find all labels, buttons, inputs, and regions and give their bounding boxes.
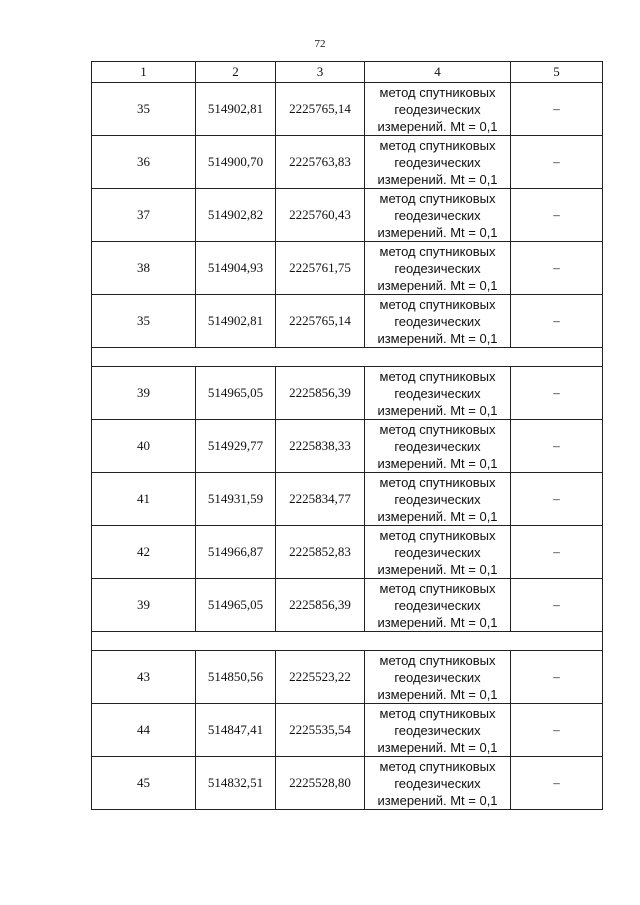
method-line: метод спутниковых [379, 705, 496, 721]
method-cell [365, 579, 511, 632]
y-coordinate-cell: 2225761,75 [276, 242, 365, 295]
x-coordinate-cell: 514965,05 [196, 579, 276, 632]
page-number: 72 [314, 38, 326, 50]
y-coordinate-cell: 2225838,33 [276, 420, 365, 473]
note-cell: – [511, 651, 603, 704]
point-number-cell: 45 [92, 757, 196, 810]
method-line: измерений. Mt = 0,1 [377, 330, 498, 346]
method-cell [365, 704, 511, 757]
note-cell: – [511, 136, 603, 189]
method-cell [365, 420, 511, 473]
point-number-cell: 42 [92, 526, 196, 579]
x-coordinate-cell: 514902,81 [196, 295, 276, 348]
point-number-cell: 39 [92, 367, 196, 420]
method-line: измерений. Mt = 0,1 [377, 792, 498, 808]
y-coordinate-cell: 2225765,14 [276, 83, 365, 136]
note-cell: – [511, 83, 603, 136]
method-line: метод спутниковых [379, 368, 496, 384]
method-cell [365, 526, 511, 579]
table-header-row [92, 62, 603, 83]
method-cell [365, 136, 511, 189]
column-header: 2 [196, 62, 276, 83]
method-line: измерений. Mt = 0,1 [377, 561, 498, 577]
x-coordinate-cell: 514966,87 [196, 526, 276, 579]
x-coordinate-cell: 514850,56 [196, 651, 276, 704]
table-row [92, 367, 603, 420]
x-coordinate-cell: 514929,77 [196, 420, 276, 473]
table-row [92, 473, 603, 526]
separator-cell [92, 632, 603, 651]
point-number-cell: 40 [92, 420, 196, 473]
method-line: метод спутниковых [379, 190, 496, 206]
y-coordinate-cell: 2225760,43 [276, 189, 365, 242]
y-coordinate-cell: 2225765,14 [276, 295, 365, 348]
x-coordinate-cell: 514965,05 [196, 367, 276, 420]
note-cell: – [511, 242, 603, 295]
note-cell: – [511, 526, 603, 579]
method-cell [365, 189, 511, 242]
note-cell: – [511, 704, 603, 757]
table-row [92, 757, 603, 810]
x-coordinate-cell: 514904,93 [196, 242, 276, 295]
column-header: 3 [276, 62, 365, 83]
method-line: измерений. Mt = 0,1 [377, 402, 498, 418]
point-number-cell: 37 [92, 189, 196, 242]
y-coordinate-cell: 2225763,83 [276, 136, 365, 189]
method-line: геодезических [394, 722, 481, 738]
point-number-cell: 41 [92, 473, 196, 526]
table-body [92, 83, 603, 810]
table-row [92, 295, 603, 348]
method-line: измерений. Mt = 0,1 [377, 277, 498, 293]
method-line: геодезических [394, 491, 481, 507]
column-header: 4 [365, 62, 511, 83]
method-line: измерений. Mt = 0,1 [377, 614, 498, 630]
x-coordinate-cell: 514931,59 [196, 473, 276, 526]
method-cell [365, 367, 511, 420]
method-line: измерений. Mt = 0,1 [377, 739, 498, 755]
method-line: геодезических [394, 385, 481, 401]
table-row [92, 242, 603, 295]
coordinates-table [91, 61, 603, 810]
method-line: геодезических [394, 260, 481, 276]
method-line: измерений. Mt = 0,1 [377, 508, 498, 524]
method-line: метод спутниковых [379, 296, 496, 312]
method-line: метод спутниковых [379, 652, 496, 668]
method-line: геодезических [394, 597, 481, 613]
method-line: измерений. Mt = 0,1 [377, 171, 498, 187]
method-line: метод спутниковых [379, 527, 496, 543]
method-line: метод спутниковых [379, 84, 496, 100]
method-line: метод спутниковых [379, 580, 496, 596]
group-separator-row [92, 632, 603, 651]
note-cell: – [511, 579, 603, 632]
x-coordinate-cell: 514902,81 [196, 83, 276, 136]
table-row [92, 704, 603, 757]
table-row [92, 526, 603, 579]
point-number-cell: 44 [92, 704, 196, 757]
table-row [92, 136, 603, 189]
method-line: геодезических [394, 207, 481, 223]
note-cell: – [511, 420, 603, 473]
column-header: 5 [511, 62, 603, 83]
method-cell [365, 83, 511, 136]
y-coordinate-cell: 2225535,54 [276, 704, 365, 757]
point-number-cell: 35 [92, 83, 196, 136]
note-cell: – [511, 757, 603, 810]
table-row [92, 420, 603, 473]
method-cell [365, 242, 511, 295]
note-cell: – [511, 295, 603, 348]
y-coordinate-cell: 2225856,39 [276, 367, 365, 420]
method-line: метод спутниковых [379, 243, 496, 259]
point-number-cell: 43 [92, 651, 196, 704]
point-number-cell: 36 [92, 136, 196, 189]
y-coordinate-cell: 2225528,80 [276, 757, 365, 810]
point-number-cell: 35 [92, 295, 196, 348]
table-row [92, 83, 603, 136]
method-cell [365, 473, 511, 526]
method-cell [365, 295, 511, 348]
method-line: геодезических [394, 669, 481, 685]
x-coordinate-cell: 514900,70 [196, 136, 276, 189]
y-coordinate-cell: 2225852,83 [276, 526, 365, 579]
method-line: метод спутниковых [379, 137, 496, 153]
method-line: метод спутниковых [379, 474, 496, 490]
table-row [92, 651, 603, 704]
method-line: геодезических [394, 313, 481, 329]
y-coordinate-cell: 2225523,22 [276, 651, 365, 704]
point-number-cell: 38 [92, 242, 196, 295]
x-coordinate-cell: 514902,82 [196, 189, 276, 242]
method-line: измерений. Mt = 0,1 [377, 455, 498, 471]
point-number-cell: 39 [92, 579, 196, 632]
y-coordinate-cell: 2225834,77 [276, 473, 365, 526]
y-coordinate-cell: 2225856,39 [276, 579, 365, 632]
note-cell: – [511, 473, 603, 526]
x-coordinate-cell: 514832,51 [196, 757, 276, 810]
column-header: 1 [92, 62, 196, 83]
table-row [92, 579, 603, 632]
note-cell: – [511, 189, 603, 242]
x-coordinate-cell: 514847,41 [196, 704, 276, 757]
method-line: измерений. Mt = 0,1 [377, 224, 498, 240]
method-cell [365, 651, 511, 704]
method-cell [365, 757, 511, 810]
method-line: геодезических [394, 438, 481, 454]
method-line: метод спутниковых [379, 758, 496, 774]
method-line: измерений. Mt = 0,1 [377, 118, 498, 134]
method-line: геодезических [394, 544, 481, 560]
group-separator-row [92, 348, 603, 367]
method-line: измерений. Mt = 0,1 [377, 686, 498, 702]
note-cell: – [511, 367, 603, 420]
method-line: метод спутниковых [379, 421, 496, 437]
method-line: геодезических [394, 154, 481, 170]
table-row [92, 189, 603, 242]
method-line: геодезических [394, 101, 481, 117]
separator-cell [92, 348, 603, 367]
method-line: геодезических [394, 775, 481, 791]
